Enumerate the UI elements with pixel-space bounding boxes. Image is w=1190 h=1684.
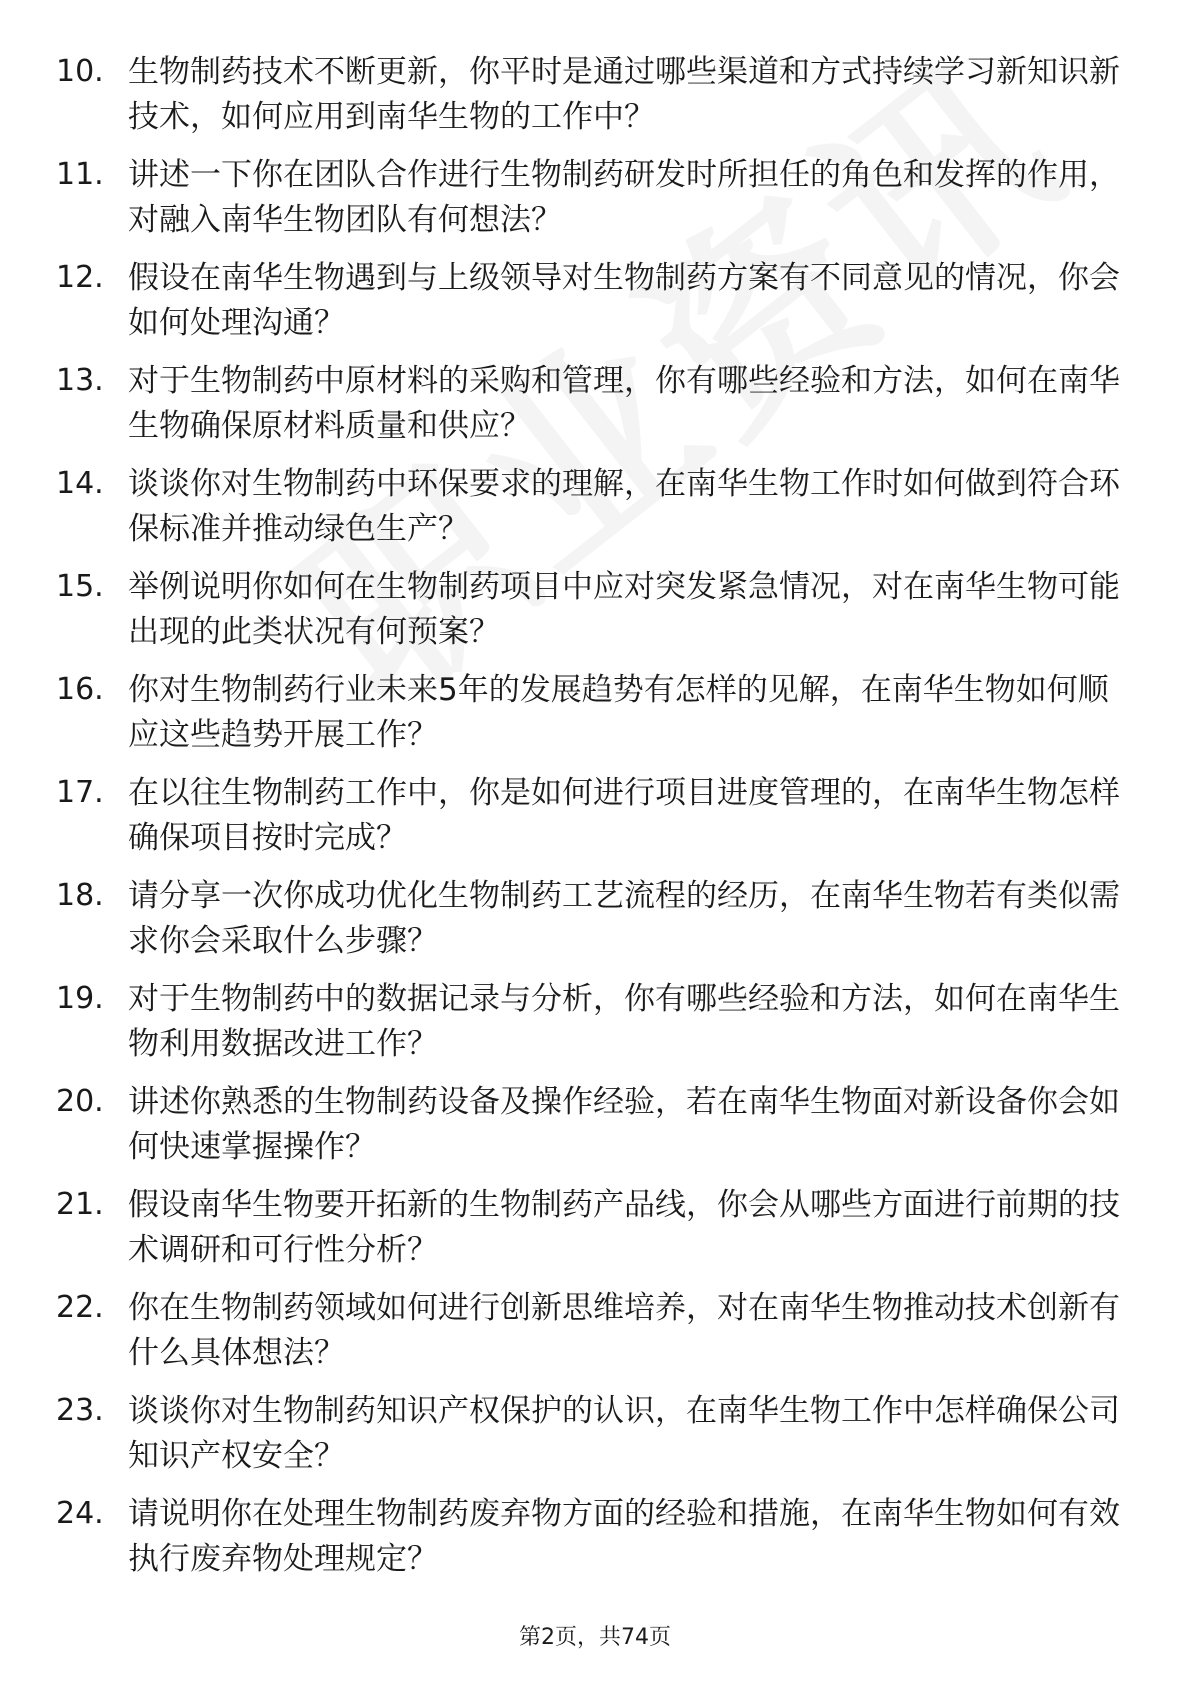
question-number: 21. [56, 1187, 104, 1222]
question-text: 你对生物制药行业未来5年的发展趋势有怎样的见解，在南华生物如何顺应这些趋势开展工作？ [128, 672, 1109, 753]
list-item [56, 1080, 1136, 1183]
question-number: 24. [56, 1496, 104, 1531]
question-text: 讲述你熟悉的生物制药设备及操作经验，若在南华生物面对新设备你会如何快速掌握操作？ [128, 1084, 1120, 1165]
question-text: 谈谈你对生物制药知识产权保护的认识，在南华生物工作中怎样确保公司知识产权安全？ [128, 1393, 1120, 1474]
list-item [56, 462, 1136, 565]
question-number: 12. [56, 260, 104, 295]
question-number: 17. [56, 775, 104, 810]
question-text: 举例说明你如何在生物制药项目中应对突发紧急情况，对在南华生物可能出现的此类状况有何预案？ [128, 569, 1120, 650]
list-item [56, 359, 1136, 462]
list-item [56, 771, 1136, 874]
question-text: 谈谈你对生物制药中环保要求的理解，在南华生物工作时如何做到符合环保标准并推动绿色生产？ [128, 466, 1120, 547]
question-number: 22. [56, 1290, 104, 1325]
question-text: 对于生物制药中原材料的采购和管理，你有哪些经验和方法，如何在南华生物确保原材料质量和供应？ [128, 363, 1120, 444]
list-item [56, 153, 1136, 256]
question-number: 14. [56, 466, 104, 501]
question-text: 假设南华生物要开拓新的生物制药产品线，你会从哪些方面进行前期的技术调研和可行性分析？ [128, 1187, 1120, 1268]
question-text: 你在生物制药领域如何进行创新思维培养，对在南华生物推动技术创新有什么具体想法？ [128, 1290, 1120, 1371]
question-text: 请分享一次你成功优化生物制药工艺流程的经历，在南华生物若有类似需求你会采取什么步骤？ [128, 878, 1120, 959]
list-item [56, 874, 1136, 977]
question-number: 10. [56, 54, 104, 89]
list-item [56, 1492, 1136, 1595]
question-text: 在以往生物制药工作中，你是如何进行项目进度管理的，在南华生物怎样确保项目按时完成？ [128, 775, 1120, 856]
question-text: 请说明你在处理生物制药废弃物方面的经验和措施，在南华生物如何有效执行废弃物处理规定？ [128, 1496, 1120, 1577]
list-item [56, 256, 1136, 359]
question-list [56, 50, 1136, 1595]
list-item [56, 1183, 1136, 1286]
question-text: 生物制药技术不断更新，你平时是通过哪些渠道和方式持续学习新知识新技术，如何应用到南华生物的工作中？ [128, 54, 1120, 135]
question-number: 13. [56, 363, 104, 398]
question-number: 18. [56, 878, 104, 913]
page-footer: 第2页，共74页 [519, 1625, 671, 1650]
list-item [56, 1286, 1136, 1389]
question-number: 19. [56, 981, 104, 1016]
list-item [56, 977, 1136, 1080]
list-item [56, 50, 1136, 153]
list-item [56, 1389, 1136, 1492]
question-number: 23. [56, 1393, 104, 1428]
list-item [56, 565, 1136, 668]
question-number: 20. [56, 1084, 104, 1119]
question-text: 假设在南华生物遇到与上级领导对生物制药方案有不同意见的情况，你会如何处理沟通？ [128, 260, 1120, 341]
question-number: 15. [56, 569, 104, 604]
question-text: 对于生物制药中的数据记录与分析，你有哪些经验和方法，如何在南华生物利用数据改进工作？ [128, 981, 1120, 1062]
question-number: 11. [56, 157, 104, 192]
question-text: 讲述一下你在团队合作进行生物制药研发时所担任的角色和发挥的作用，对融入南华生物团队有何想法？ [128, 157, 1120, 238]
list-item [56, 668, 1136, 771]
question-number: 16. [56, 672, 104, 707]
